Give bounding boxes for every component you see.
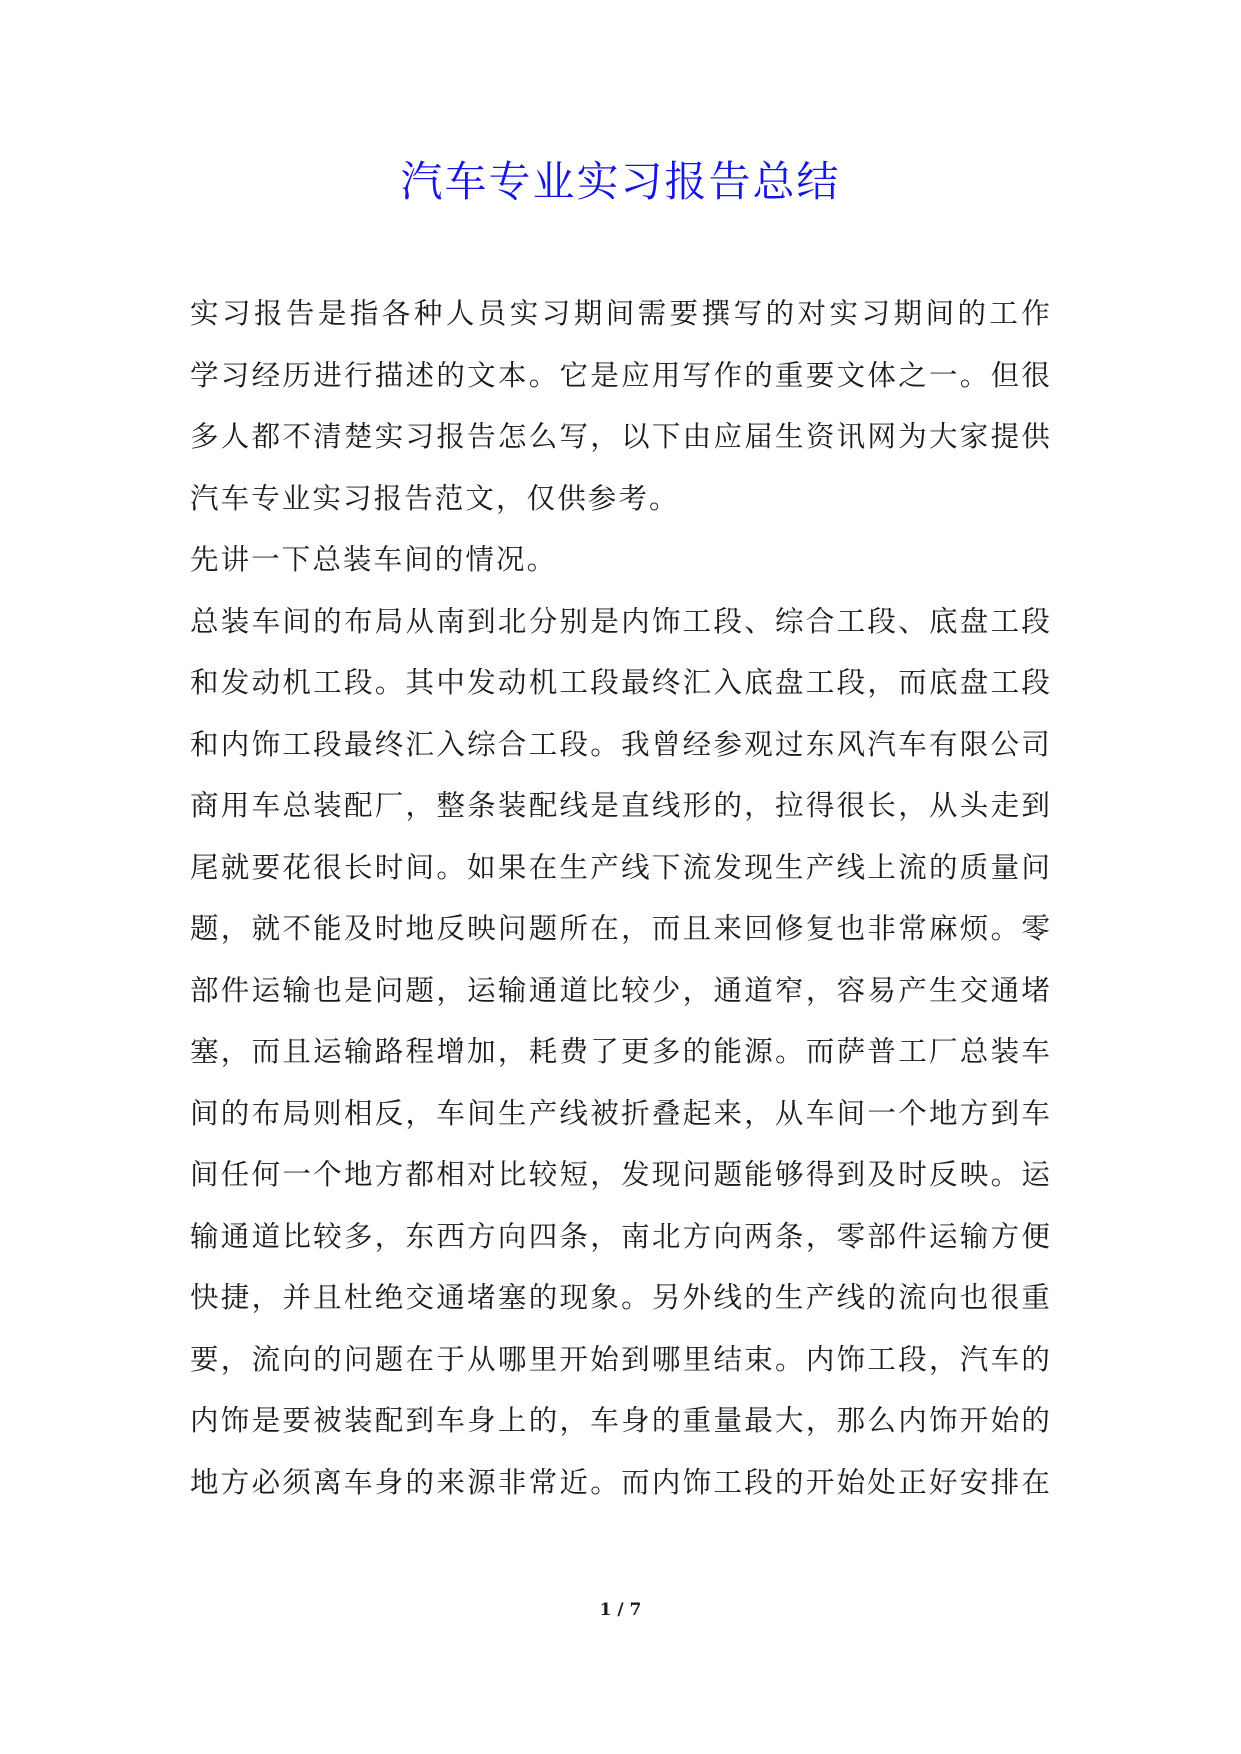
- text-line: 内饰是要被装配到车身上的，车身的重量最大，那么内饰开始的: [190, 1404, 1052, 1437]
- text-line: 输通道比较多，东西方向四条，南北方向两条，零部件运输方便: [190, 1219, 1052, 1253]
- document-title: 汽车专业实习报告总结: [400, 157, 841, 206]
- text-line: 快捷，并且杜绝交通堵塞的现象。另外线的生产线的流向也很重: [190, 1281, 1052, 1314]
- text-line: 总装车间的布局从南到北分别是内饰工段、综合工段、底盘工段: [190, 604, 1052, 638]
- text-line: 地方必须离车身的来源非常近。而内饰工段的开始处正好安排在: [190, 1465, 1052, 1499]
- text-line: 间任何一个地方都相对比较短，发现问题能够得到及时反映。运: [190, 1158, 1052, 1191]
- text-line: 间的布局则相反，车间生产线被折叠起来，从车间一个地方到车: [190, 1096, 1052, 1130]
- text-line: 实习报告是指各种人员实习期间需要撰写的对实习期间的工作: [190, 297, 1052, 330]
- text-line: 题，就不能及时地反映问题所在，而且来回修复也非常麻烦。零: [190, 912, 1052, 945]
- paragraph-intro: [190, 283, 1052, 529]
- text-line: 要，流向的问题在于从哪里开始到哪里结束。内饰工段，汽车的: [190, 1342, 1052, 1376]
- text-line: 商用车总装配厂，整条装配线是直线形的，拉得很长，从头走到: [190, 789, 1052, 822]
- text-line: 和发动机工段。其中发动机工段最终汇入底盘工段，而底盘工段: [190, 666, 1052, 699]
- text-line: 部件运输也是问题，运输通道比较少，通道窄，容易产生交通堵: [190, 973, 1052, 1007]
- text-line: 多人都不清楚实习报告怎么写，以下由应届生资讯网为大家提供: [190, 420, 1052, 453]
- text-line: 先讲一下总装车间的情况。: [190, 543, 558, 576]
- paragraph-lead: [190, 529, 1052, 591]
- text-line: 塞，而且运输路程增加，耗费了更多的能源。而萨普工厂总装车: [190, 1035, 1052, 1068]
- text-line: 学习经历进行描述的文本。它是应用写作的重要文体之一。但很: [190, 358, 1052, 392]
- paragraph-layout: [190, 591, 1052, 1514]
- page-number: 1 / 7: [599, 1600, 642, 1620]
- document-body: [190, 283, 1052, 1513]
- text-line: 和内饰工段最终汇入综合工段。我曾经参观过东风汽车有限公司: [190, 727, 1052, 761]
- text-line: 尾就要花很长时间。如果在生产线下流发现生产线上流的质量问: [190, 850, 1052, 884]
- text-line: 汽车专业实习报告范文，仅供参考。: [190, 481, 680, 515]
